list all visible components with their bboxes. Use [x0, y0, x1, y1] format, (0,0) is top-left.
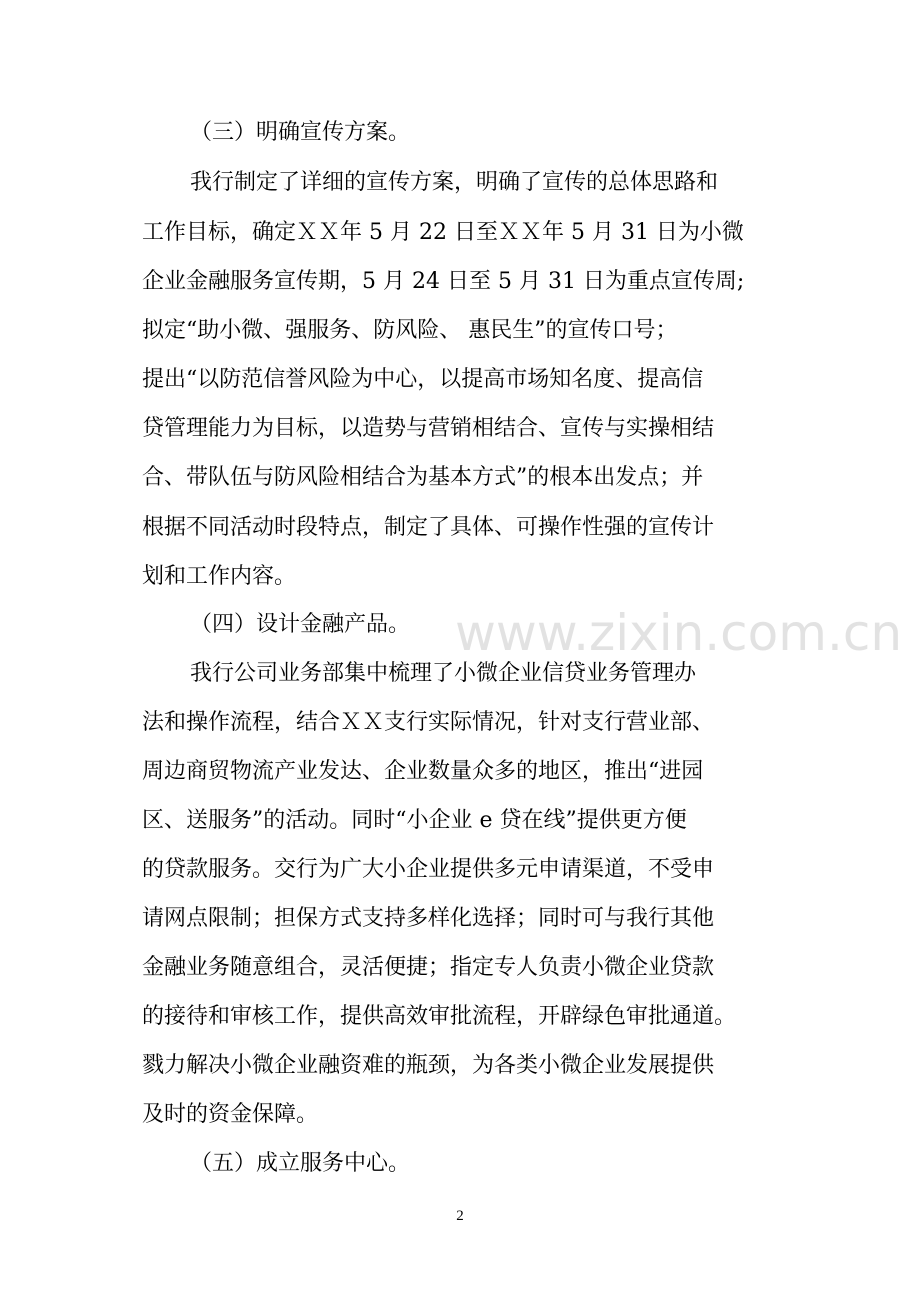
paragraph-line: 工作目标，确定ＸＸ年 5 月 22 日至ＸＸ年 5 月 31 日为小微	[142, 220, 744, 245]
paragraph-line: 的贷款服务。交行为广大小企业提供多元申请渠道，不受申	[142, 857, 715, 882]
paragraph-line: 我行制定了详细的宣传方案，明确了宣传的总体思路和	[190, 170, 719, 195]
paragraph-line: 我行公司业务部集中梳理了小微企业信贷业务管理办	[190, 661, 697, 686]
paragraph-line: 金融业务随意组合，灵活便捷；指定专人负责小微企业贷款	[142, 955, 715, 980]
watermark: www.zixin.com.cn	[455, 604, 903, 662]
paragraph-line: 区、送服务”的活动。同时“小企业 e 贷在线”提供更方便	[142, 808, 687, 833]
paragraph-line: 请网点限制；担保方式支持多样化选择；同时可与我行其他	[142, 906, 715, 931]
paragraph-line: 的接待和审核工作，提供高效审批流程，开辟绿色审批通道。	[142, 1004, 737, 1029]
paragraph-line: 划和工作内容。	[142, 564, 297, 589]
paragraph-line: 周边商贸物流产业发达、企业数量众多的地区，推出“进园	[142, 759, 704, 784]
paragraph-line: 贷管理能力为目标，以造势与营销相结合、宣传与实操相结	[142, 416, 715, 441]
section-heading-4: （四）设计金融产品。	[190, 612, 411, 637]
paragraph-line: 提出“以防范信誉风险为中心，以提高市场知名度、提高信	[142, 367, 704, 392]
paragraph-line: 拟定“助小微、强服务、防风险、 惠民生”的宣传口号；	[142, 318, 678, 343]
page-number: 2	[456, 1208, 464, 1224]
paragraph-line: 企业金融服务宣传期，5 月 24 日至 5 月 31 日为重点宣传周;	[142, 269, 745, 294]
section-heading-3: （三）明确宣传方案。	[190, 120, 411, 145]
section-heading-5: （五）成立服务中心。	[190, 1151, 411, 1176]
paragraph-line: 根据不同活动时段特点，制定了具体、可操作性强的宣传计	[142, 515, 715, 540]
paragraph-line: 法和操作流程，结合ＸＸ支行实际情况，针对支行营业部、	[142, 710, 715, 735]
paragraph-line: 及时的资金保障。	[142, 1102, 319, 1127]
paragraph-line: 戮力解决小微企业融资难的瓶颈，为各类小微企业发展提供	[142, 1053, 715, 1078]
paragraph-line: 合、带队伍与防风险相结合为基本方式”的根本出发点；并	[142, 465, 704, 490]
